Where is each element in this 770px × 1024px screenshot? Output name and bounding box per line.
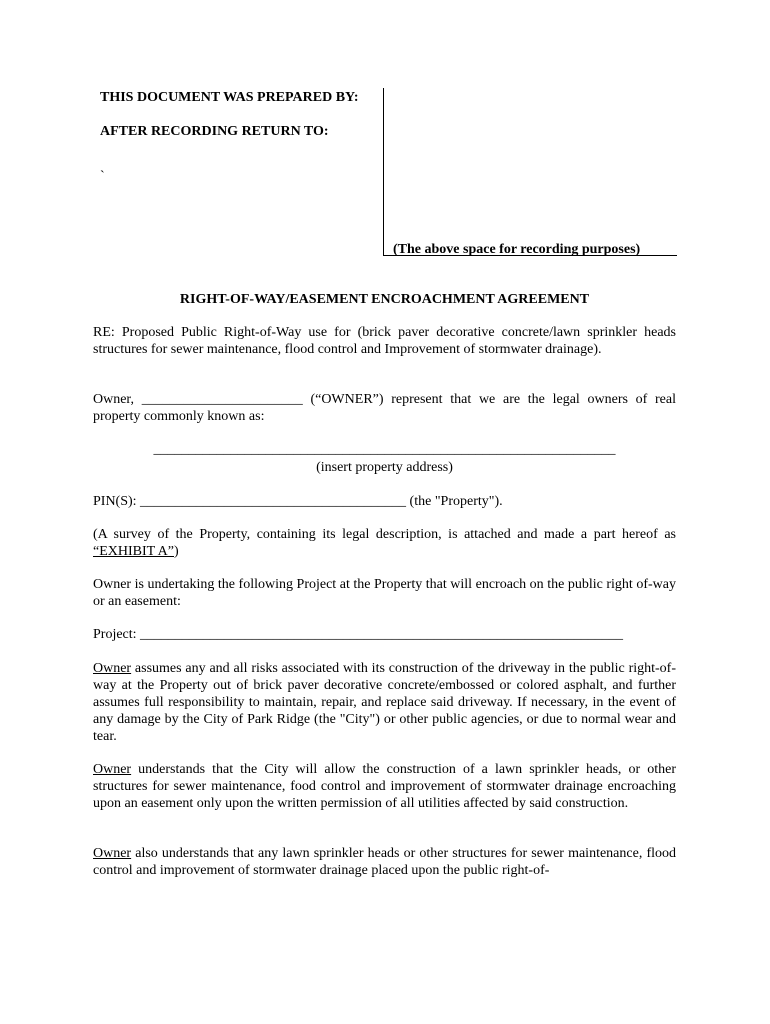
sprinkler-permission-text: understands that the City will allow the construction of a lawn sprinkler heads, or other structures for sewer maintenance, food control and improvement of stormwater drainage encroaching upon an easement only upon the written permission of all utilities affected by said construction. <box>93 762 676 811</box>
recording-box-left-border <box>383 88 384 255</box>
project-line: Project: _____________________________________________________________________ <box>93 627 624 642</box>
survey-paragraph <box>93 526 676 560</box>
pins-line: PIN(S): ______________________________________ (the "Property"). <box>93 494 503 509</box>
sprinkler-removal-paragraph <box>93 845 676 879</box>
sprinkler-removal-text: also understands that any lawn sprinkler heads or other structures for sewer maintenance, flood control and improvement of stormwater drainage placed upon the public right-of- <box>93 846 676 878</box>
agreement-title: RIGHT-OF-WAY/EASEMENT ENCROACHMENT AGREEMENT <box>179 292 590 307</box>
prepared-by-label: THIS DOCUMENT WAS PREPARED BY: <box>100 90 359 105</box>
re-paragraph: RE: Proposed Public Right-of-Way use for (brick paver decorative concrete/lawn sprinkler heads structures for sewer maintenance, flood control and Improvement of stormwater drainage). <box>93 325 676 357</box>
survey-text: (A survey of the Property, containing its legal description, is attached and made a part hereof as <box>93 527 676 542</box>
recording-space-label: (The above space for recording purposes) <box>393 242 641 257</box>
driveway-risk-text: assumes any and all risks associated with its construction of the driveway in the public right-of-way at the Property out of brick paver decorative concrete/embossed or colored asphalt, and further assumes full responsibility to maintain, repair, and replace said driveway. If necessary, in the event of any damage by the City of Park Ridge (the "City") or other public agencies, or due to normal wear and tear. <box>93 661 676 744</box>
driveway-risk-paragraph <box>93 660 676 745</box>
exhibit-a-reference: “EXHIBIT A” <box>93 544 174 559</box>
project-intro-paragraph: Owner is undertaking the following Project at the Property that will encroach on the public right of-way or an easement: <box>93 577 676 609</box>
survey-close: ) <box>174 544 179 559</box>
header-left-block <box>100 89 370 185</box>
address-blank-line: __________________________________________________________________ <box>153 442 616 457</box>
owner-paragraph: Owner, _______________________ (“OWNER”) represent that we are the legal owners of real property commonly known as: <box>93 392 676 424</box>
owner-term: Owner <box>93 846 132 861</box>
owner-term: Owner <box>93 762 132 777</box>
sprinkler-permission-paragraph <box>93 761 676 812</box>
return-to-label: AFTER RECORDING RETURN TO: <box>100 124 329 139</box>
tick-mark: ` <box>100 169 105 184</box>
owner-term: Owner <box>93 661 132 676</box>
address-caption: (insert property address) <box>316 460 453 475</box>
